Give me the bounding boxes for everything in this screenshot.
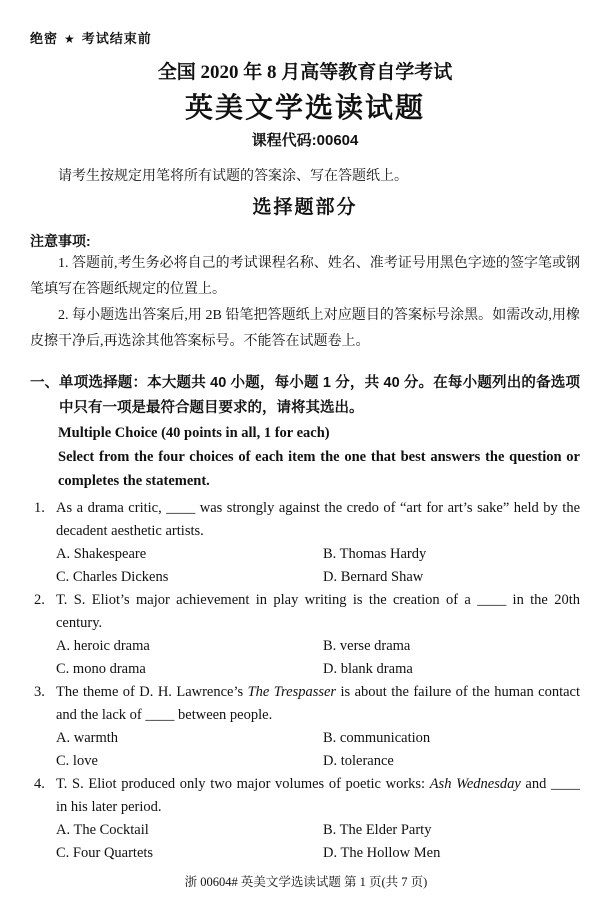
option-a: A. Shakespeare (56, 546, 147, 562)
option-b: B. communication (323, 730, 431, 746)
question-text: T. S. Eliot’s major achievement in play writing is the creation of a ____ in the 20th century. (56, 592, 580, 631)
paper-title: 英美文学选读试题 (184, 92, 425, 123)
multiple-choice-heading: Multiple Choice (40 points in all, 1 for each) (58, 425, 330, 441)
secrecy-label: 绝密 (30, 31, 59, 46)
option-a: A. The Cocktail (56, 822, 149, 838)
note-item-1: 1. 答题前,考生务必将自己的考试课程名称、姓名、准考证号用黑色字迹的签字笔或钢笔填写在答题纸规定的位置上。 (30, 256, 580, 297)
question-4 (30, 773, 580, 865)
section-part-title: 选择题部分 (252, 197, 358, 218)
secrecy-note: 考试结束前 (81, 31, 152, 46)
exam-session-title: 全国 2020 年 8 月高等教育自学考试 (157, 62, 453, 83)
section-one-marker: 一、 (30, 375, 59, 391)
question-number: 4. (34, 776, 45, 792)
work-title-italic: Ash Wednesday (429, 776, 521, 792)
option-c: C. Four Quartets (56, 845, 154, 861)
question-2 (30, 589, 580, 681)
option-c: C. Charles Dickens (56, 569, 169, 585)
option-a: A. heroic drama (56, 638, 150, 654)
course-code: 课程代码:00604 (251, 132, 359, 149)
question-text: The theme of D. H. Lawrence’s The Trespasser is about the failure of the human contact and the lack of ____ between people. (56, 684, 580, 723)
question-text: As a drama critic, ____ was strongly against the credo of “art for art’s sake” held by the decadent aesthetic artists. (56, 500, 580, 539)
option-b: B. The Elder Party (323, 822, 432, 838)
question-options (56, 543, 580, 589)
option-d: D. Bernard Shaw (323, 569, 424, 585)
page-footer: 浙 00604# 英美文学选读试题 第 1 页(共 7 页) (184, 875, 428, 889)
question-list (30, 497, 580, 865)
question-options (56, 727, 580, 773)
section-one-heading-text: 单项选择题：本大题共 40 小题，每小题 1 分，共 40 分。在每小题列出的备选项中只有一项是最符合题目要求的，请将其选出。 (59, 375, 580, 416)
option-d: D. The Hollow Men (323, 845, 441, 861)
option-c: C. mono drama (56, 661, 146, 677)
option-b: B. Thomas Hardy (323, 546, 427, 562)
multiple-choice-directions: Select from the four choices of each item the one that best answers the question or completes the statement. (58, 449, 580, 489)
option-d: D. blank drama (323, 661, 413, 677)
work-title-italic: The Trespasser (247, 684, 337, 700)
note-item-2: 2. 每小题选出答案后,用 2B 铅笔把答题纸上对应题目的答案标号涂黑。如需改动,用橡皮擦干净后,再选涂其他答案标号。不能答在试题卷上。 (30, 308, 580, 349)
answer-sheet-instruction: 请考生按规定用笔将所有试题的答案涂、写在答题纸上。 (58, 167, 408, 183)
option-a: A. warmth (56, 730, 119, 746)
option-d: D. tolerance (323, 753, 394, 769)
question-number: 3. (34, 684, 45, 700)
section-one-heading (30, 371, 580, 421)
option-b: B. verse drama (323, 638, 411, 654)
question-3 (30, 681, 580, 773)
notes-heading: 注意事项: (30, 233, 91, 249)
option-c: C. love (56, 753, 98, 769)
secrecy-banner (30, 30, 580, 48)
question-options (56, 819, 580, 865)
question-options (56, 635, 580, 681)
question-number: 1. (34, 500, 45, 516)
question-1 (30, 497, 580, 589)
question-text: T. S. Eliot produced only two major volumes of poetic works: Ash Wednesday and ____ in his later period. (56, 776, 581, 815)
question-number: 2. (34, 592, 45, 608)
star-icon: ★ (64, 32, 76, 46)
